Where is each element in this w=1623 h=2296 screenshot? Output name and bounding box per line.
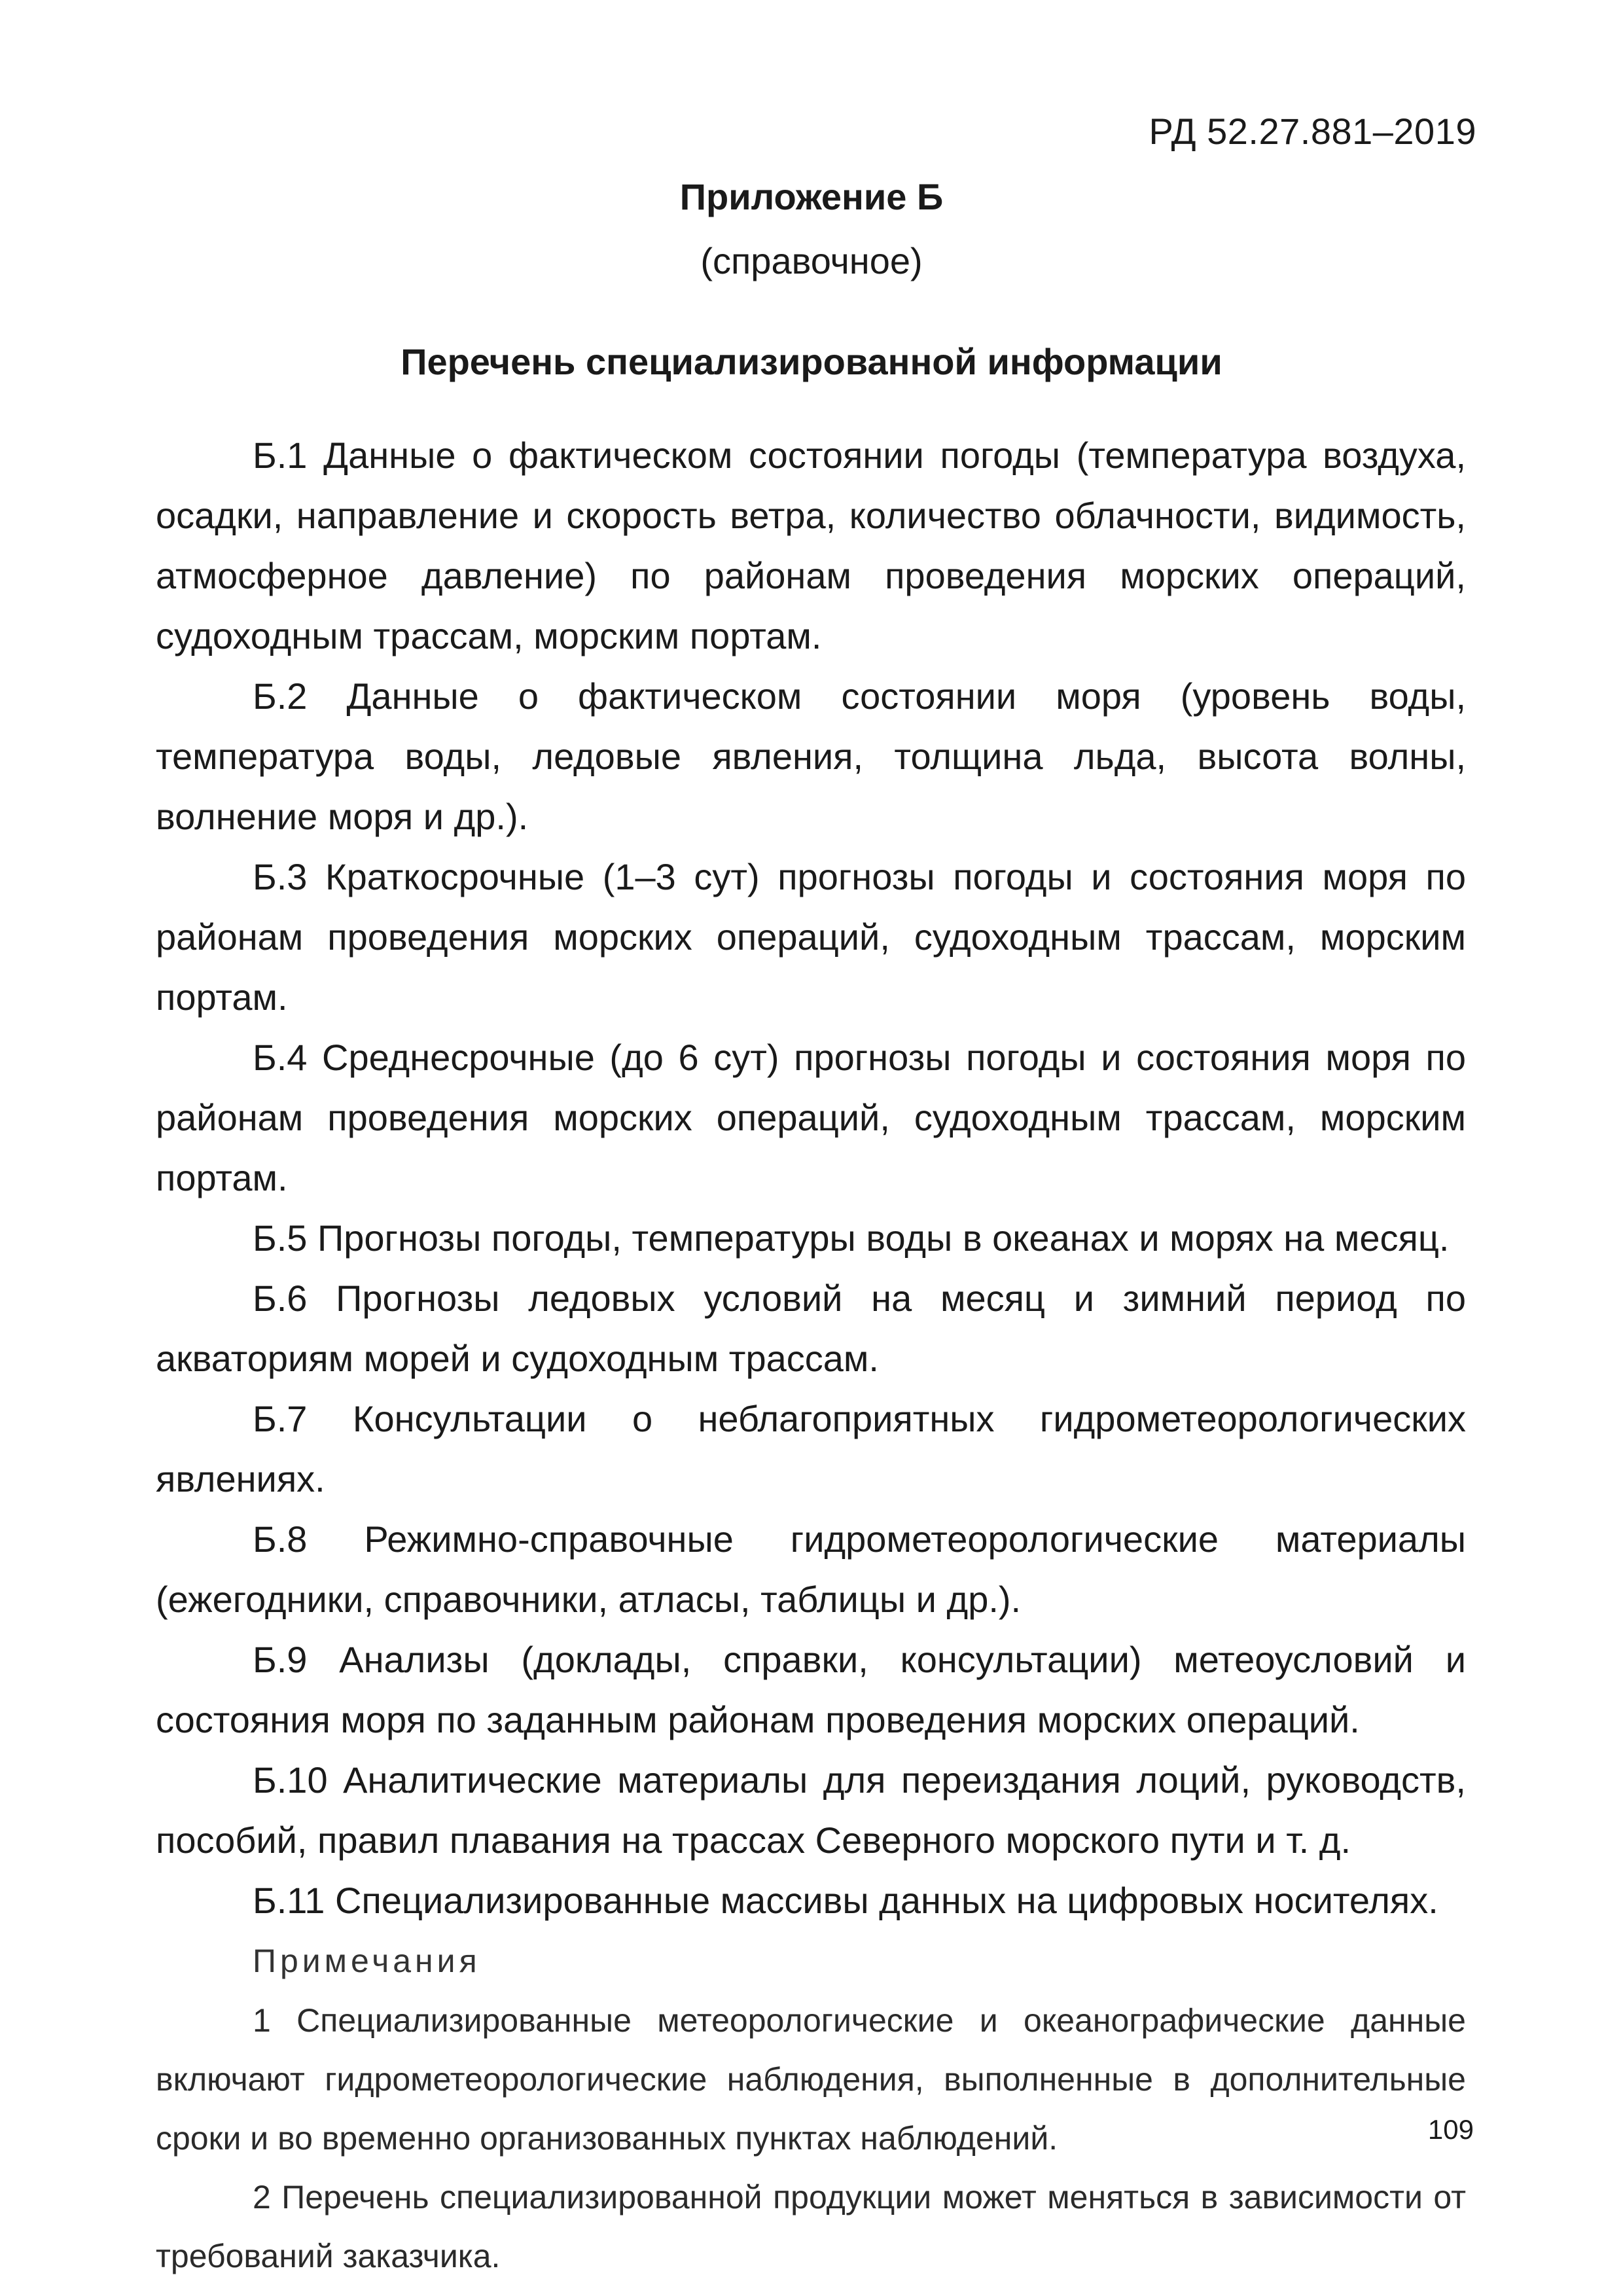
document-code: РД 52.27.881–2019 <box>1149 111 1476 152</box>
appendix-kind: (справочное) <box>700 240 923 281</box>
list-item: Б.5 Прогнозы погоды, температуры воды в океанах и морях на месяц. <box>253 1217 1450 1259</box>
list-item: Б.4 Среднесрочные (до 6 сут) прогнозы погоды и состояния моря по районам проведения морских операций, судоходным трассам, морским портам. <box>156 1037 1466 1198</box>
appendix-title: Приложение Б <box>679 176 944 217</box>
list-item: Б.8 Режимно-справочные гидрометеорологические материалы (ежегодники, справочники, атласы, таблицы и др.). <box>156 1518 1466 1620</box>
list-item: Б.6 Прогнозы ледовых условий на месяц и зимний период по акваториям морей и судоходным трассам. <box>156 1278 1466 1379</box>
document-body <box>156 425 1466 2286</box>
note-item: 2 Перечень специализированной продукции может меняться в зависимости от требований заказчика. <box>156 2179 1466 2274</box>
notes-title: Примечания <box>253 1943 481 1979</box>
list-item: Б.7 Консультации о неблагоприятных гидрометеорологических явлениях. <box>156 1398 1466 1499</box>
list-item: Б.2 Данные о фактическом состоянии моря (уровень воды, температура воды, ледовые явления, толщина льда, высота волны, волнение моря и др.). <box>156 675 1466 837</box>
page-number: 109 <box>1427 2114 1474 2145</box>
section-heading: Перечень специализированной информации <box>401 341 1222 382</box>
list-item: Б.9 Анализы (доклады, справки, консультации) метеоусловий и состояния моря по заданным районам проведения морских операций. <box>156 1639 1466 1740</box>
list-item: Б.1 Данные о фактическом состоянии погоды (температура воздуха, осадки, направление и скорость ветра, количество облачности, видимость, атмосферное давление) по районам проведения морских операций, судоходным трассам, морским портам. <box>156 435 1466 656</box>
list-item: Б.10 Аналитические материалы для переиздания лоций, руководств, пособий, правил плавания на трассах Северного морского пути и т. д. <box>156 1759 1466 1861</box>
list-item: Б.3 Краткосрочные (1–3 сут) прогнозы погоды и состояния моря по районам проведения морских операций, судоходным трассам, морским портам. <box>156 856 1466 1018</box>
list-item: Б.11 Специализированные массивы данных на цифровых носителях. <box>253 1880 1438 1921</box>
note-item: 1 Специализированные метеорологические и океанографические данные включают гидрометеорологические наблюдения, выполненные в дополнительные сроки и во временно организованных пунктах наблюдений. <box>156 2002 1466 2157</box>
